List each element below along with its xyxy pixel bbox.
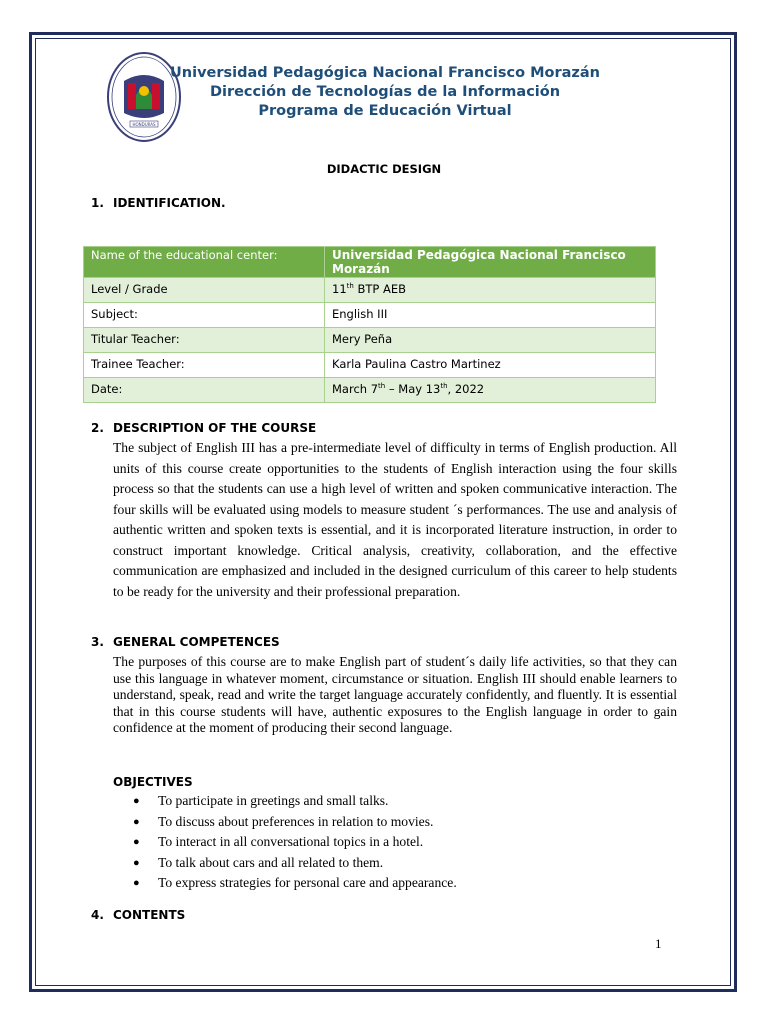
table-label-cell: Titular Teacher: xyxy=(84,328,325,353)
table-row xyxy=(84,278,656,303)
table-label-cell: Subject: xyxy=(84,303,325,328)
table-label-cell: Name of the educational center: xyxy=(84,247,325,278)
table-row xyxy=(84,247,656,278)
date-year: , 2022 xyxy=(447,382,485,396)
date-start: March 7 xyxy=(332,382,379,396)
list-item xyxy=(113,832,457,853)
objective-text: To talk about cars and all related to them. xyxy=(158,854,384,870)
table-label-cell: Trainee Teacher: xyxy=(84,353,325,378)
section-title: IDENTIFICATION. xyxy=(113,196,226,210)
date-end: – May 13 xyxy=(385,382,441,396)
grade-number: 11 xyxy=(332,282,347,296)
page-number: 1 xyxy=(655,936,662,951)
header-department: Dirección de Tecnologías de la Información xyxy=(209,84,561,100)
section-1-heading xyxy=(91,196,226,210)
bullet-icon: ● xyxy=(133,836,140,848)
bullet-icon: ● xyxy=(133,877,140,889)
objective-text: To interact in all conversational topics in a hotel. xyxy=(158,834,424,849)
list-item xyxy=(113,853,457,874)
date-end-suffix: th xyxy=(440,382,448,391)
table-row xyxy=(84,328,656,353)
document-header xyxy=(140,64,630,121)
section-number: 4. xyxy=(91,908,104,922)
section-title: CONTENTS xyxy=(113,908,186,922)
grade-suffix: th xyxy=(346,282,354,291)
competences-paragraph: The purposes of this course are to make English part of student´s daily life activities, so that they can use this language in whatever moment, circumstance or situation. English III should enable learners to understand, speak, read and write the target language accurately confidently, and fluently. It is essential that in this course students will have, authentic exposures to the English language in order to gain confidence at the moment of producing their second language. xyxy=(113,654,677,735)
table-value-cell: Universidad Pedagógica Nacional Francisco Morazán xyxy=(325,247,656,278)
seal-text: HONDURAS xyxy=(132,122,156,127)
bullet-icon: ● xyxy=(133,856,140,869)
objectives-heading: OBJECTIVES xyxy=(113,775,193,789)
table-row xyxy=(84,303,656,328)
identification-table xyxy=(83,246,656,403)
table-value-cell: Karla Paulina Castro Martinez xyxy=(325,353,656,378)
objective-text: To express strategies for personal care and appearance. xyxy=(158,875,457,890)
section-number: 1. xyxy=(91,196,104,210)
list-item xyxy=(113,812,457,833)
list-item xyxy=(113,873,457,894)
section-4-heading xyxy=(91,908,185,922)
course-description-paragraph: The subject of English III has a pre-intermediate level of difficulty in terms of English production. All units of this course create opportunities to the students of English interaction using the four skills process so that the students can use a high level of written and spoken communicative interaction. The four skills will be evaluated using models to measure student ´s performances. The use and analysis of authentic written and spoken texts is essential, and it is incorporated literature instruction, in order to construct important knowledge. Critical analysis, creativity, collaboration, and the effective communication are emphasized and included in the designed curriculum of this career to help students to be ready for the university and their professional preparation. xyxy=(113,440,677,599)
document-title: DIDACTIC DESIGN xyxy=(326,162,442,176)
objectives-list xyxy=(113,791,457,894)
table-value-cell xyxy=(325,378,656,403)
objective-text: To participate in greetings and small talks. xyxy=(158,793,389,808)
table-value-cell xyxy=(325,278,656,303)
section-3-heading xyxy=(91,635,280,649)
objective-text: To discuss about preferences in relation to movies. xyxy=(158,813,434,829)
table-label-cell: Level / Grade xyxy=(84,278,325,303)
section-title: GENERAL COMPETENCES xyxy=(113,635,280,649)
bullet-icon: ● xyxy=(133,795,140,807)
header-program: Programa de Educación Virtual xyxy=(258,103,512,119)
date-start-suffix: th xyxy=(378,382,386,391)
list-item xyxy=(113,791,457,812)
section-2-heading xyxy=(91,421,316,435)
section-title: DESCRIPTION OF THE COURSE xyxy=(113,421,317,435)
table-label-cell: Date: xyxy=(84,378,325,403)
table-row xyxy=(84,378,656,403)
header-university: Universidad Pedagógica Nacional Francisco Morazán xyxy=(170,65,600,81)
bullet-icon: ● xyxy=(133,815,140,828)
grade-program: BTP AEB xyxy=(353,282,407,296)
table-value-cell: Mery Peña xyxy=(325,328,656,353)
table-value-cell: English III xyxy=(325,303,656,328)
table-row xyxy=(84,353,656,378)
section-number: 3. xyxy=(91,635,104,649)
section-number: 2. xyxy=(91,421,104,435)
